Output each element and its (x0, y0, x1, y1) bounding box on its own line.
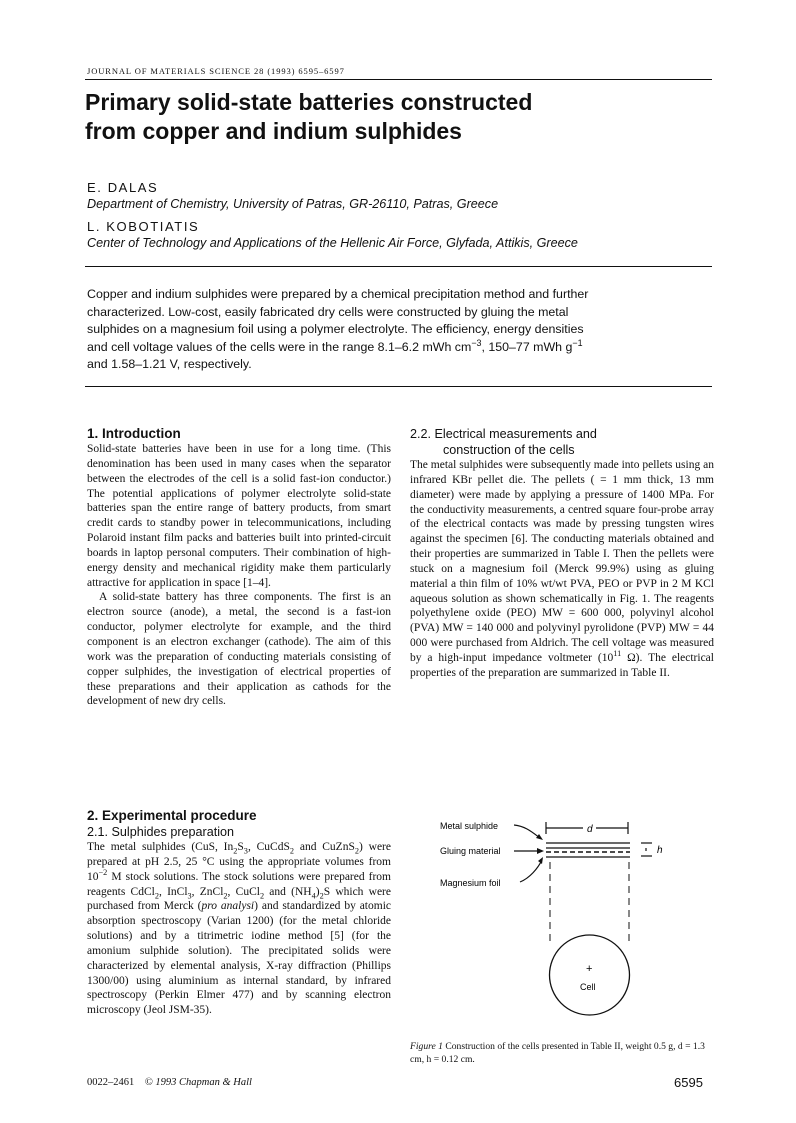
paper-title (85, 88, 725, 146)
metal-sulphide-label: Metal sulphide (440, 821, 499, 831)
electrical-measurements-section (410, 426, 714, 681)
author-name: E. DALAS (87, 180, 159, 195)
paragraph: A solid-state battery has three components. The first is an electron source (anode), a metal, the second is a fast-ion conductor, polymer electrolyte for example, and the third component is an electron exchanger (cathode). The aim of this work was the preparation of conducting materials consisting of copper sulphides, the investigation of electrical properties of these preparations and their application as cathods for the development of new dry cells. (87, 591, 391, 708)
h-label: h (657, 845, 663, 856)
header-rule (85, 79, 712, 80)
abstract-line: and 1.58–1.21 V, respectively. (87, 357, 252, 372)
copyright: © 1993 Chapman & Hall (144, 1077, 252, 1088)
gluing-material-label: Gluing material (440, 846, 501, 856)
paragraph: The metal sulphides (CuS, $In_2S_3$, CuCdS$_2$ and CuZnS$_2$) were prepared at pH 2.5, 25 °C using the appropriate volumes from $10^{-2}$ M stock solutions. The stock solutions were prepared from reagents CdCl$_2$, InCl$_3$, ZnCl$_2$, CuCl$_2$ and $(NH_4)_2S$ which were purchased from Merck (pro analysi) and standardized by atomic absorption spectroscopy (Varian 1200) (for the metal chloride solutions) and by a titrimetric iodine method [5] (for the amonium sulphide solution). The precipitated solids were characterized by elemental analysis, X-ray diffraction (Phillips 1300/00) using aluminium as internal standard, by infrared spectroscopy (Perkin Elmer 477) and by scanning electron microscopy (Jeol JSM-35). (87, 841, 391, 1017)
author-name: L. KOBOTIATIS (87, 219, 200, 234)
subsection-heading: construction of the cells (443, 443, 575, 457)
paragraph: The metal sulphides were subsequently made into pellets using an infrared KBr pellet die. The pellets ( = 1 mm thick, 13 mm diameter) were made by applying a pressure of 1400 MPa. For the conductivity measurements, a centred square four-probe array of the electrical contacts was made by pressing tungsten wires against the specimen [6]. The conducting materials obtained and their properties are summarized in Table I. Then the pellets were stuck on a magnesium foil (Merck 99.9%) using as gluing material a thin film of 10% wt/wt PVA, PEO or PVP in 2 M KCl aqueous solution as shown schematically in Fig. 1. The reagents polyethylene oxide (PEO) MW = 600 000, polyvinyl alcohol (PVA) MW = 140 000 and polyvinyl pyrolidone (PVP) MW = 44 000 were purchased from Aldrich. The cell voltage was measured by a high-input impedance voltmeter ($10^{11}$ Ω). The electrical properties of the preparation are summarized in Table II. (410, 459, 714, 679)
dimension-h (641, 843, 652, 856)
subsection-heading: 2.2. Electrical measurements and (410, 427, 597, 441)
author-affiliation: Center of Technology and Applications of the Hellenic Air Force, Glyfada, Attikis, Greece (87, 236, 578, 250)
cell-label: Cell (580, 982, 596, 992)
issn: 0022–2461 (87, 1077, 135, 1088)
section-heading: 1. Introduction (87, 426, 181, 441)
title-line-1: Primary solid-state batteries constructed (85, 89, 533, 115)
cell-circle (550, 935, 630, 1015)
figure-caption: Figure 1 Construction of the cells presented in Table II, weight 0.5 g, d = 1.3 cm, h = 0.12 cm. (410, 1041, 705, 1065)
paragraph: Solid-state batteries have been in use for a long time. (This denomination has been used in many cases when the separator between the electrodes of the cell is a solid fast-ion conductor.) The potential applications of polymer electrolyte solid-state batteries span the entire range of battery products, from smart credit cards to standby power in telecommunications, including Polaroid instant film packs and batteries built into printed-circuit boards in laptop personal computers. Their combination of high-energy density and mechanical rigidity make them particularly attractive for application in space [1–4]. (87, 443, 391, 589)
abstract (87, 286, 712, 374)
abstract-line: sulphides on a magnesium foil using a polymer electrolyte. The efficiency, energy densities (87, 322, 584, 337)
title-line-2: from copper and indium sulphides (85, 118, 462, 144)
author-affiliation: Department of Chemistry, University of Patras, GR-26110, Patras, Greece (87, 197, 499, 211)
figure-1-diagram (430, 812, 720, 1037)
arrow-heads (536, 834, 544, 864)
introduction-section (87, 426, 391, 709)
plus-sign: + (586, 963, 593, 975)
experimental-section (87, 808, 391, 1018)
page-number: 6595 (674, 1075, 703, 1090)
subsection-heading: 2.1. Sulphides preparation (87, 825, 235, 839)
abstract-top-rule (85, 266, 712, 267)
abstract-line: Copper and indium sulphides were prepared by a chemical precipitation method and further (87, 287, 589, 301)
journal-header: JOURNAL OF MATERIALS SCIENCE 28 (1993) 6595–6597 (87, 66, 345, 76)
section-heading: 2. Experimental procedure (87, 808, 257, 823)
abstract-bottom-rule (85, 386, 712, 387)
d-label: d (587, 824, 593, 835)
footer-copyright (87, 1077, 252, 1088)
abstract-line: characterized. Low-cost, easily fabricated dry cells were constructed by gluing the metal (87, 304, 569, 319)
abstract-line: and cell voltage values of the cells were in the range 8.1–6.2 mWh $cm^{-3}$, 150–77 mWh $g^{-1}$ (87, 337, 583, 354)
magnesium-foil-label: Magnesium foil (440, 878, 501, 888)
